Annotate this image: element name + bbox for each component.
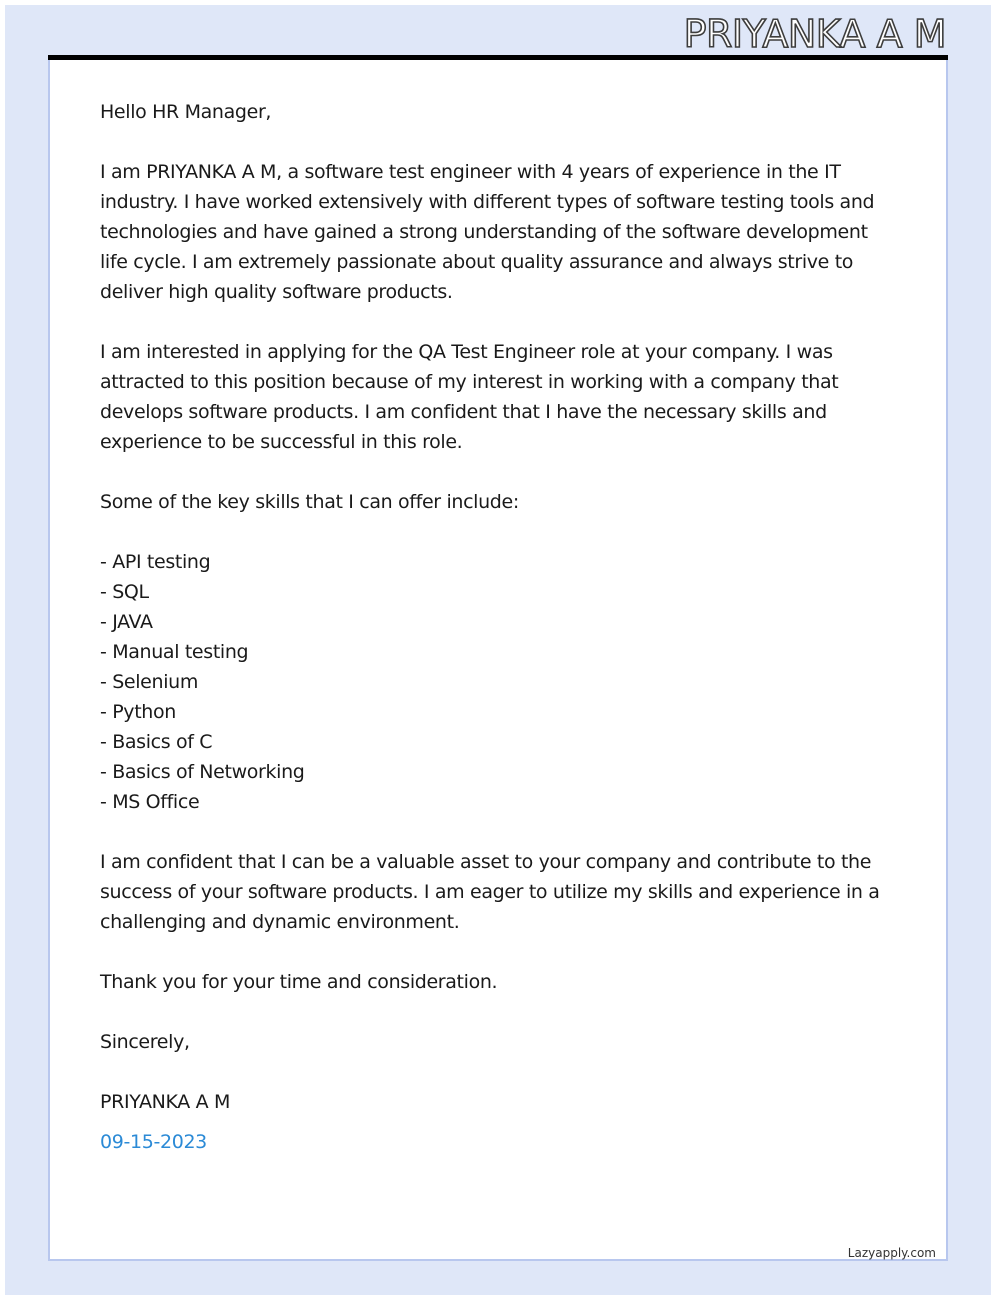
thanks-line: Thank you for your time and consideration.	[100, 971, 498, 993]
signature-name: PRIYANKA A M	[100, 1091, 230, 1113]
skill-item: - Basics of C	[100, 731, 213, 753]
intro-paragraph: I am PRIYANKA A M, a software test engineer with 4 years of experience in the IT industry. I have worked extensively with different types of software testing tools and technologies and have gained a strong understanding of the software development life cycle. I am extremely passionate about quality assurance and always strive to deliver high quality software products.	[100, 161, 875, 303]
candidate-name-heading: PRIYANKA A M	[683, 12, 946, 56]
skill-item: - Basics of Networking	[100, 761, 305, 783]
skill-item: - Python	[100, 701, 176, 723]
skills-intro: Some of the key skills that I can offer include:	[100, 491, 519, 513]
footer-brand: Lazyapply.com	[847, 1246, 936, 1260]
sign-off: Sincerely,	[100, 1031, 190, 1053]
letter-date: 09-15-2023	[100, 1131, 207, 1153]
skill-item: - Manual testing	[100, 641, 249, 663]
skill-item: - MS Office	[100, 791, 200, 813]
skill-item: - SQL	[100, 581, 149, 603]
cover-letter-body	[100, 97, 900, 1157]
skill-item: - API testing	[100, 551, 211, 573]
skill-item: - JAVA	[100, 611, 153, 633]
closing-paragraph: I am confident that I can be a valuable asset to your company and contribute to the success of your software products. I am eager to utilize my skills and experience in a challenging and dynamic environment.	[100, 851, 880, 933]
greeting: Hello HR Manager,	[100, 101, 272, 123]
interest-paragraph: I am interested in applying for the QA Test Engineer role at your company. I was attracted to this position because of my interest in working with a company that develops software products. I am confident that I have the necessary skills and experience to be successful in this role.	[100, 341, 839, 453]
skills-list	[100, 547, 900, 817]
skill-item: - Selenium	[100, 671, 198, 693]
